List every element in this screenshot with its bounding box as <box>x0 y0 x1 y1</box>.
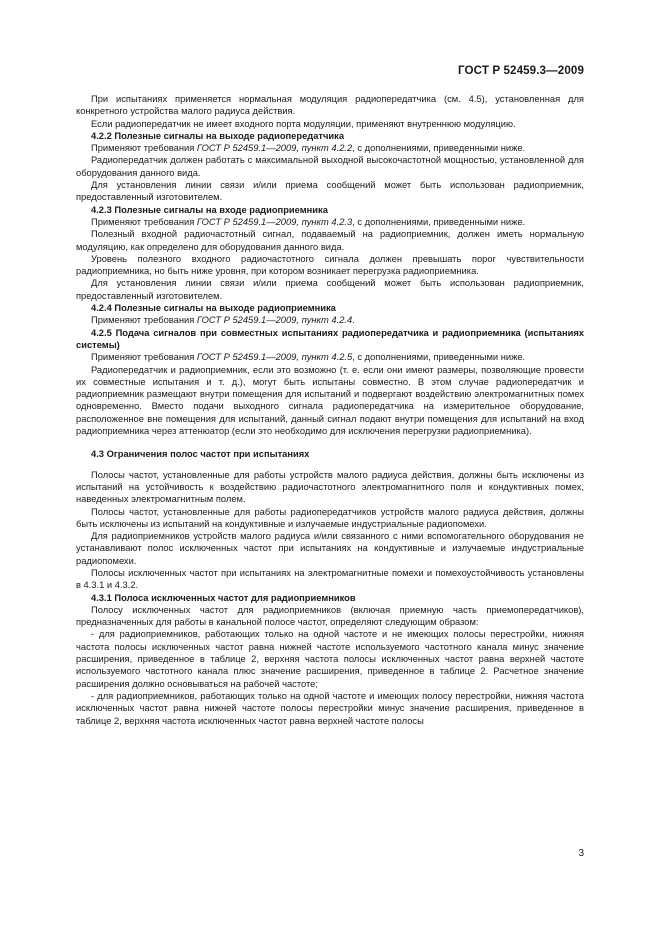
standard-reference: ГОСТ Р 52459.1—2009, пункт 4.2.5 <box>196 352 353 363</box>
subsection-heading-4-2-2: 4.2.2 Полезные сигналы на выходе радиопередатчика <box>91 130 345 141</box>
paragraph: Для радиоприемников устройств малого радиуса и/или связанного с ними вспомогательного оборудования не устанавливают полос исключенных частот при испытаниях на кондуктивные и излучаемые индустриальные радиопомехи. <box>76 531 584 566</box>
paragraph: Для установления линии связи и/или приема сообщений может быть использован радиоприемник, предоставленный изготовителем. <box>76 278 584 301</box>
page-number: 3 <box>578 848 584 859</box>
list-item: - для радиоприемников, работающих только на одной частоте и имеющих полосу перестройки, нижняя частота исключенных частот равна нижней частоте полосы перестройки минус значение расширения, приведенное в таблице 2, верхняя частота исключенных частот равна верхней частоте полосы <box>76 690 584 726</box>
paragraph: При испытаниях применяется нормальная модуляция радиопередатчика (см. 4.5), установленная для конкретного устройства малого радиуса действия. <box>76 94 584 117</box>
section-heading-4-3: 4.3 Ограничения полос частот при испытаниях <box>91 449 310 460</box>
paragraph: Применяют требования ГОСТ Р 52459.1—2009, пункт 4.2.4. <box>91 315 355 326</box>
paragraph: Уровень полезного входного радиочастотного сигнала должен превышать порог чувствительности радиоприемника, но быть ниже уровня, при котором возникает перегрузка радиоприемника. <box>76 253 584 277</box>
subsection-heading-4-2-4: 4.2.4 Полезные сигналы на выходе радиоприемника <box>91 303 336 314</box>
standard-reference: ГОСТ Р 52459.1—2009, пункт 4.2.2 <box>196 143 353 154</box>
paragraph: Полосы исключенных частот при испытаниях на электромагнитные помехи и помехоустойчивость установлены в 4.3.1 и 4.3.2. <box>76 567 584 591</box>
subsection-heading-4-2-5: 4.2.5 Подача сигналов при совместных испытаниях радиопередатчика и радиоприемника (испытаниях системы) <box>76 327 584 350</box>
standard-reference: ГОСТ Р 52459.1—2009, пункт 4.2.4 <box>196 315 353 326</box>
paragraph: Для установления линии связи и/или приема сообщений может быть использован радиоприемник, предоставленный изготовителем. <box>76 180 584 203</box>
document-code: ГОСТ Р 52459.3—2009 <box>458 64 584 77</box>
subsection-heading-4-3-1: 4.3.1 Полоса исключенных частот для радиоприемников <box>91 592 356 603</box>
paragraph: Применяют требования ГОСТ Р 52459.1—2009, пункт 4.2.5, с дополнениями, приведенными ниже. <box>91 352 526 363</box>
paragraph: Если радиопередатчик не имеет входного порта модуляции, применяют внутреннюю модуляцию. <box>91 118 516 129</box>
paragraph: Полезный входной радиочастотный сигнал, подаваемый на радиоприемник, должен иметь нормальную модуляцию, как определено для оборудования данного вида. <box>76 229 584 252</box>
paragraph: Радиопередатчик и радиоприемник, если это возможно (т. е. если они имеют размеры, позволяющие провести их совместные испытания и т. д.), могут быть испытаны совместно. В этом случае радиопередатчик и радиоприемник размещают внутри помещения для испытаний и подвергают воздействию электромагнитных помех одновременно. Вместо подачи выходного сигнала радиопередатчика на измерительное оборудование, расположенное вне помещения для испытаний, данный сигнал подают внутри помещения для испытаний на вход радиоприемника через аттенюатор (если это необходимо для исключения перегрузки радиоприемника). <box>76 364 584 437</box>
subsection-heading-4-2-3: 4.2.3 Полезные сигналы на входе радиоприемника <box>91 204 328 215</box>
paragraph: Полосы частот, установленные для работы радиопередатчиков устройств малого радиуса действия, должны быть исключены из испытаний на кондуктивные и излучаемые индустриальные радиопомехи. <box>76 506 584 529</box>
paragraph: Полосу исключенных частот для радиоприемников (включая приемную часть приемопередатчиков), предназначенных для работы в канальной полосе частот, определяют следующим образом: <box>76 604 584 628</box>
paragraph: Применяют требования ГОСТ Р 52459.1—2009, пункт 4.2.3, с дополнениями, приведенными ниже. <box>91 216 526 227</box>
list-item: - для радиоприемников, работающих только на одной частоте и не имеющих полосы перестройки, нижняя частота полосы исключенных частот равна нижней частоте используемого частотного канала минус значение расширения, приведенное в таблице 2, верхняя частота полосы исключенных частот равна верхней частоте используемого частотного канала плюс значение расширения, приведенное в таблице 2. Расчетное значение расширения должно основываться на рабочей частоте; <box>76 629 584 689</box>
document-body <box>76 93 584 727</box>
standard-reference: ГОСТ Р 52459.1—2009, пункт 4.2.3 <box>196 216 353 227</box>
paragraph: Радиопередатчик должен работать с максимальной выходной высокочастотной мощностью, установленной для оборудования данного вида. <box>76 155 584 178</box>
paragraph: Полосы частот, установленные для работы устройств малого радиуса действия, должны быть исключены из испытаний на устойчивость к воздействию радиочастотного электромагнитного поля и кондуктивных помех, наведенных электромагнитным полем. <box>76 469 584 505</box>
paragraph: Применяют требования ГОСТ Р 52459.1—2009, пункт 4.2.2, с дополнениями, приведенными ниже. <box>91 143 526 154</box>
